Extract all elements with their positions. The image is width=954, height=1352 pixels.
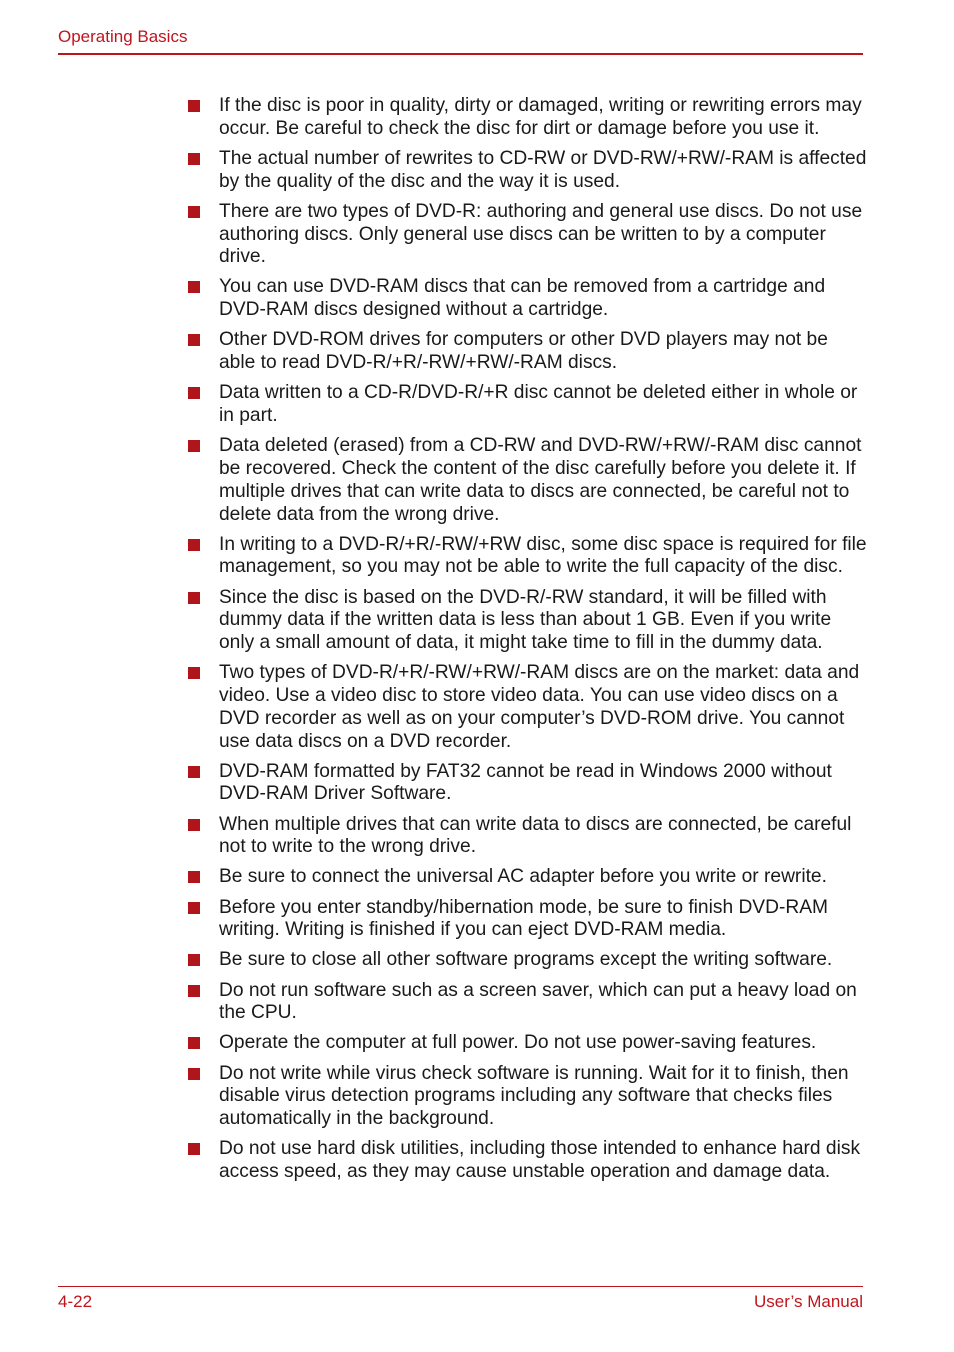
list-item-text: Since the disc is based on the DVD-R/-RW standard, it will be filled with dummy data if the written data is less than about 1 GB. Even if you write only a small amount of data, it might take time to fill in the dummy data. [219, 586, 832, 654]
list-item-text: Data written to a CD-R/DVD-R/+R disc cannot be deleted either in whole or in part. [219, 382, 858, 427]
list-item [188, 435, 868, 526]
square-bullet-icon [188, 1143, 200, 1155]
square-bullet-icon [188, 206, 200, 218]
manual-title: User’s Manual [754, 1292, 863, 1311]
list-item [188, 980, 868, 1026]
list-item-text: There are two types of DVD-R: authoring and general use discs. Do not use authoring discs. Only general use discs can be written to by a computer drive. [219, 200, 863, 268]
square-bullet-icon [188, 985, 200, 997]
list-item-text: The actual number of rewrites to CD-RW or DVD-RW/+RW/-RAM is affected by the quality of the disc and the way it is used. [219, 147, 867, 192]
list-item [188, 1032, 868, 1055]
header-rule [58, 53, 863, 55]
list-item [188, 1063, 868, 1131]
list-item [188, 866, 868, 889]
list-item [188, 201, 868, 269]
list-item-text: Before you enter standby/hibernation mode, be sure to finish DVD-RAM writing. Writing is finished if you can eject DVD-RAM media. [219, 896, 828, 941]
square-bullet-icon [188, 1037, 200, 1049]
square-bullet-icon [188, 440, 200, 452]
list-item-text: Do not use hard disk utilities, including those intended to enhance hard disk access speed, as they may cause unstable operation and damage data. [219, 1138, 861, 1183]
footer-rule [58, 1286, 863, 1287]
list-item-text: DVD-RAM formatted by FAT32 cannot be read in Windows 2000 without DVD-RAM Driver Software. [219, 760, 832, 805]
list-item [188, 949, 868, 972]
square-bullet-icon [188, 153, 200, 165]
square-bullet-icon [188, 100, 200, 112]
list-item [188, 534, 868, 580]
list-item [188, 897, 868, 943]
list-item-text: In writing to a DVD-R/+R/-RW/+RW disc, some disc space is required for file management, so you may not be able to write the full capacity of the disc. [219, 533, 867, 578]
list-item-text: When multiple drives that can write data to discs are connected, be careful not to write to the wrong drive. [219, 813, 852, 858]
square-bullet-icon [188, 871, 200, 883]
list-item [188, 814, 868, 860]
bullet-list [188, 95, 868, 1184]
square-bullet-icon [188, 819, 200, 831]
list-item-text: You can use DVD-RAM discs that can be removed from a cartridge and DVD-RAM discs designed without a cartridge. [219, 276, 826, 321]
square-bullet-icon [188, 902, 200, 914]
list-item-text: Do not run software such as a screen saver, which can put a heavy load on the CPU. [219, 979, 857, 1024]
page-number: 4-22 [58, 1292, 93, 1311]
list-item [188, 382, 868, 428]
square-bullet-icon [188, 667, 200, 679]
main-content [188, 95, 868, 1191]
list-item-text: Do not write while virus check software is running. Wait for it to finish, then disable virus detection programs including any software that checks files automatically in the background. [219, 1062, 849, 1130]
list-item-text: Other DVD-ROM drives for computers or other DVD players may not be able to read DVD-R/+R/-RW/+RW/-RAM discs. [219, 329, 828, 374]
list-item [188, 276, 868, 322]
list-item [188, 587, 868, 655]
list-item [188, 761, 868, 807]
square-bullet-icon [188, 766, 200, 778]
section-title: Operating Basics [58, 27, 188, 46]
list-item [188, 329, 868, 375]
list-item-text: Two types of DVD-R/+R/-RW/+RW/-RAM discs are on the market: data and video. Use a video disc to store video data. You can use video discs on a DVD recorder as well as on your computer’s DVD-ROM drive. You cannot use data discs on a DVD recorder. [219, 662, 860, 752]
square-bullet-icon [188, 334, 200, 346]
square-bullet-icon [188, 592, 200, 604]
square-bullet-icon [188, 281, 200, 293]
list-item [188, 148, 868, 194]
list-item [188, 1138, 868, 1184]
square-bullet-icon [188, 1068, 200, 1080]
square-bullet-icon [188, 954, 200, 966]
list-item [188, 95, 868, 141]
list-item [188, 662, 868, 753]
list-item-text: Be sure to close all other software programs except the writing software. [219, 949, 833, 971]
list-item-text: If the disc is poor in quality, dirty or damaged, writing or rewriting errors may occur. Be careful to check the disc for dirt or damage before you use it. [219, 95, 862, 139]
list-item-text: Be sure to connect the universal AC adapter before you write or rewrite. [219, 866, 827, 888]
list-item-text: Data deleted (erased) from a CD-RW and DVD-RW/+RW/-RAM disc cannot be recovered. Check the content of the disc carefully before you delete it. If multiple drives that can write data to discs are connected, be careful not to delete data from the wrong drive. [219, 435, 862, 525]
square-bullet-icon [188, 387, 200, 399]
list-item-text: Operate the computer at full power. Do not use power-saving features. [219, 1032, 817, 1054]
square-bullet-icon [188, 539, 200, 551]
